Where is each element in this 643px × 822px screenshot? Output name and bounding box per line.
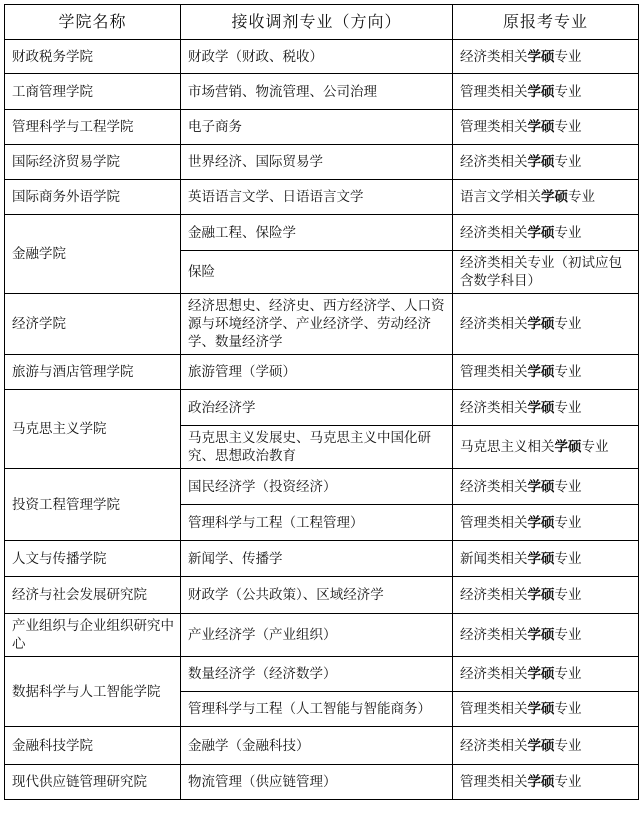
degree-type-bold: 学硕 <box>527 478 555 495</box>
original-major-suffix: 专业 <box>554 550 582 567</box>
accepted-major-cell: 经济思想史、经济史、西方经济学、人口资源与环境经济学、产业经济学、劳动经济学、数量经济学 <box>181 294 453 355</box>
original-major-cell <box>453 355 639 390</box>
header-college: 学院名称 <box>5 5 181 40</box>
accepted-major-cell: 金融学（金融科技） <box>181 727 453 765</box>
college-name-cell: 数据科学与人工智能学院 <box>5 657 181 727</box>
original-major-suffix: 专业 <box>554 701 582 717</box>
college-name-cell: 现代供应链管理研究院 <box>5 765 181 800</box>
college-name-cell: 财政税务学院 <box>5 40 181 74</box>
degree-type-bold: 学硕 <box>527 48 555 65</box>
table-container <box>4 4 639 800</box>
table-body <box>5 40 639 800</box>
table-row <box>5 40 639 74</box>
original-major-prefix: 经济类相关 <box>460 627 528 643</box>
original-major-cell <box>453 390 639 426</box>
college-name-cell: 金融学院 <box>5 215 181 294</box>
table-row <box>5 355 639 390</box>
degree-type-bold: 学硕 <box>527 364 555 380</box>
original-major-cell <box>453 74 639 110</box>
accepted-major-cell: 保险 <box>181 251 453 294</box>
table-row <box>5 727 639 765</box>
college-name-cell: 经济与社会发展研究院 <box>5 577 181 614</box>
original-major-prefix: 语言文学相关 <box>460 189 541 205</box>
header-original-major: 原报考专业 <box>453 5 639 40</box>
original-major-suffix: 专业 <box>554 154 582 170</box>
original-major-suffix: 专业 <box>554 587 582 603</box>
original-major-suffix: 专业 <box>554 399 582 416</box>
accepted-major-cell: 财政学（公共政策）、区域经济学 <box>181 577 453 614</box>
original-major-suffix: 专业 <box>554 83 582 100</box>
accepted-major-cell: 政治经济学 <box>181 390 453 426</box>
original-major-prefix: 管理类相关 <box>460 119 528 135</box>
original-major-suffix: 专业 <box>554 478 582 495</box>
degree-type-bold: 学硕 <box>527 737 555 754</box>
accepted-major-cell: 物流管理（供应链管理） <box>181 765 453 800</box>
original-major-cell <box>453 541 639 577</box>
original-major-suffix: 专业 <box>554 666 582 682</box>
original-major-cell <box>453 765 639 800</box>
table-row <box>5 145 639 180</box>
original-major-suffix: 专业 <box>581 439 609 455</box>
accepted-major-cell: 市场营销、物流管理、公司治理 <box>181 74 453 110</box>
original-major-cell <box>453 657 639 692</box>
original-major-prefix: 管理类相关 <box>460 774 528 790</box>
header-row <box>5 5 639 40</box>
college-name-cell: 经济学院 <box>5 294 181 355</box>
table-row <box>5 577 639 614</box>
college-name-cell: 旅游与酒店管理学院 <box>5 355 181 390</box>
college-name-cell: 国际商务外语学院 <box>5 180 181 215</box>
college-name-cell: 国际经济贸易学院 <box>5 145 181 180</box>
original-major-prefix: 新闻类相关 <box>460 550 528 567</box>
original-major-prefix: 经济类相关 <box>460 224 528 241</box>
college-name-cell: 产业组织与企业组织研究中心 <box>5 614 181 657</box>
original-major-prefix: 经济类相关 <box>460 737 528 754</box>
original-major-cell <box>453 577 639 614</box>
accepted-major-cell: 数量经济学（经济数学） <box>181 657 453 692</box>
original-major-suffix: 专业 <box>554 774 582 790</box>
degree-type-bold: 学硕 <box>527 666 555 682</box>
original-major-cell <box>453 505 639 541</box>
college-name-cell: 人文与传播学院 <box>5 541 181 577</box>
original-major-prefix: 经济类相关 <box>460 587 528 603</box>
accepted-major-cell: 电子商务 <box>181 110 453 145</box>
table-row <box>5 294 639 355</box>
college-name-cell: 投资工程管理学院 <box>5 469 181 541</box>
college-name-cell: 金融科技学院 <box>5 727 181 765</box>
original-major-cell <box>453 727 639 765</box>
original-major-cell <box>453 469 639 505</box>
table-row <box>5 541 639 577</box>
original-major-prefix: 经济类相关 <box>460 48 528 65</box>
original-major-suffix: 专业 <box>554 737 582 754</box>
original-major-cell <box>453 145 639 180</box>
original-major-prefix: 管理类相关 <box>460 514 528 531</box>
original-major-suffix: 专业 <box>554 627 582 643</box>
original-major-prefix: 马克思主义相关 <box>460 439 555 455</box>
table-row <box>5 215 639 251</box>
college-name-cell: 工商管理学院 <box>5 74 181 110</box>
header-major: 接收调剂专业（方向） <box>181 5 453 40</box>
original-major-prefix: 管理类相关 <box>460 83 528 100</box>
accepted-major-cell: 马克思主义发展史、马克思主义中国化研究、思想政治教育 <box>181 426 453 469</box>
accepted-major-cell: 金融工程、保险学 <box>181 215 453 251</box>
original-major-prefix: 管理类相关 <box>460 701 528 717</box>
table-row <box>5 657 639 692</box>
original-major-cell <box>453 40 639 74</box>
degree-type-bold: 学硕 <box>527 587 555 603</box>
degree-type-bold: 学硕 <box>541 189 568 205</box>
table-row <box>5 74 639 110</box>
original-major-prefix: 经济类相关 <box>460 316 528 332</box>
degree-type-bold: 学硕 <box>527 701 555 717</box>
adjustment-table <box>4 4 639 800</box>
original-major-cell <box>453 294 639 355</box>
accepted-major-cell: 财政学（财政、税收） <box>181 40 453 74</box>
degree-type-bold: 学硕 <box>527 224 555 241</box>
table-row <box>5 180 639 215</box>
original-major-prefix: 经济类相关专业（初试应包含数学科目） <box>460 255 622 289</box>
degree-type-bold: 学硕 <box>527 399 555 416</box>
degree-type-bold: 学硕 <box>527 550 555 567</box>
original-major-suffix: 专业 <box>554 316 582 332</box>
college-name-cell: 管理科学与工程学院 <box>5 110 181 145</box>
degree-type-bold: 学硕 <box>527 119 555 135</box>
original-major-cell <box>453 251 639 294</box>
original-major-prefix: 经济类相关 <box>460 478 528 495</box>
college-name-cell: 马克思主义学院 <box>5 390 181 469</box>
accepted-major-cell: 旅游管理（学硕） <box>181 355 453 390</box>
original-major-cell <box>453 692 639 727</box>
accepted-major-cell: 国民经济学（投资经济） <box>181 469 453 505</box>
original-major-cell <box>453 614 639 657</box>
table-row <box>5 469 639 505</box>
accepted-major-cell: 管理科学与工程（人工智能与智能商务） <box>181 692 453 727</box>
accepted-major-cell: 管理科学与工程（工程管理） <box>181 505 453 541</box>
table-row <box>5 110 639 145</box>
degree-type-bold: 学硕 <box>527 316 555 332</box>
original-major-suffix: 专业 <box>568 189 595 205</box>
table-row <box>5 614 639 657</box>
degree-type-bold: 学硕 <box>527 774 555 790</box>
original-major-prefix: 经济类相关 <box>460 154 528 170</box>
original-major-prefix: 管理类相关 <box>460 364 528 380</box>
accepted-major-cell: 世界经济、国际贸易学 <box>181 145 453 180</box>
degree-type-bold: 学硕 <box>527 627 555 643</box>
original-major-cell <box>453 426 639 469</box>
original-major-suffix: 专业 <box>554 514 582 531</box>
original-major-cell <box>453 180 639 215</box>
table-row <box>5 390 639 426</box>
original-major-cell <box>453 215 639 251</box>
original-major-suffix: 专业 <box>554 364 582 380</box>
table-row <box>5 765 639 800</box>
original-major-prefix: 经济类相关 <box>460 666 528 682</box>
original-major-prefix: 经济类相关 <box>460 399 528 416</box>
accepted-major-cell: 英语语言文学、日语语言文学 <box>181 180 453 215</box>
accepted-major-cell: 产业经济学（产业组织） <box>181 614 453 657</box>
accepted-major-cell: 新闻学、传播学 <box>181 541 453 577</box>
original-major-suffix: 专业 <box>554 119 582 135</box>
original-major-suffix: 专业 <box>554 224 582 241</box>
original-major-cell <box>453 110 639 145</box>
degree-type-bold: 学硕 <box>527 83 555 100</box>
original-major-suffix: 专业 <box>554 48 582 65</box>
degree-type-bold: 学硕 <box>527 154 555 170</box>
degree-type-bold: 学硕 <box>554 439 582 455</box>
degree-type-bold: 学硕 <box>527 514 555 531</box>
